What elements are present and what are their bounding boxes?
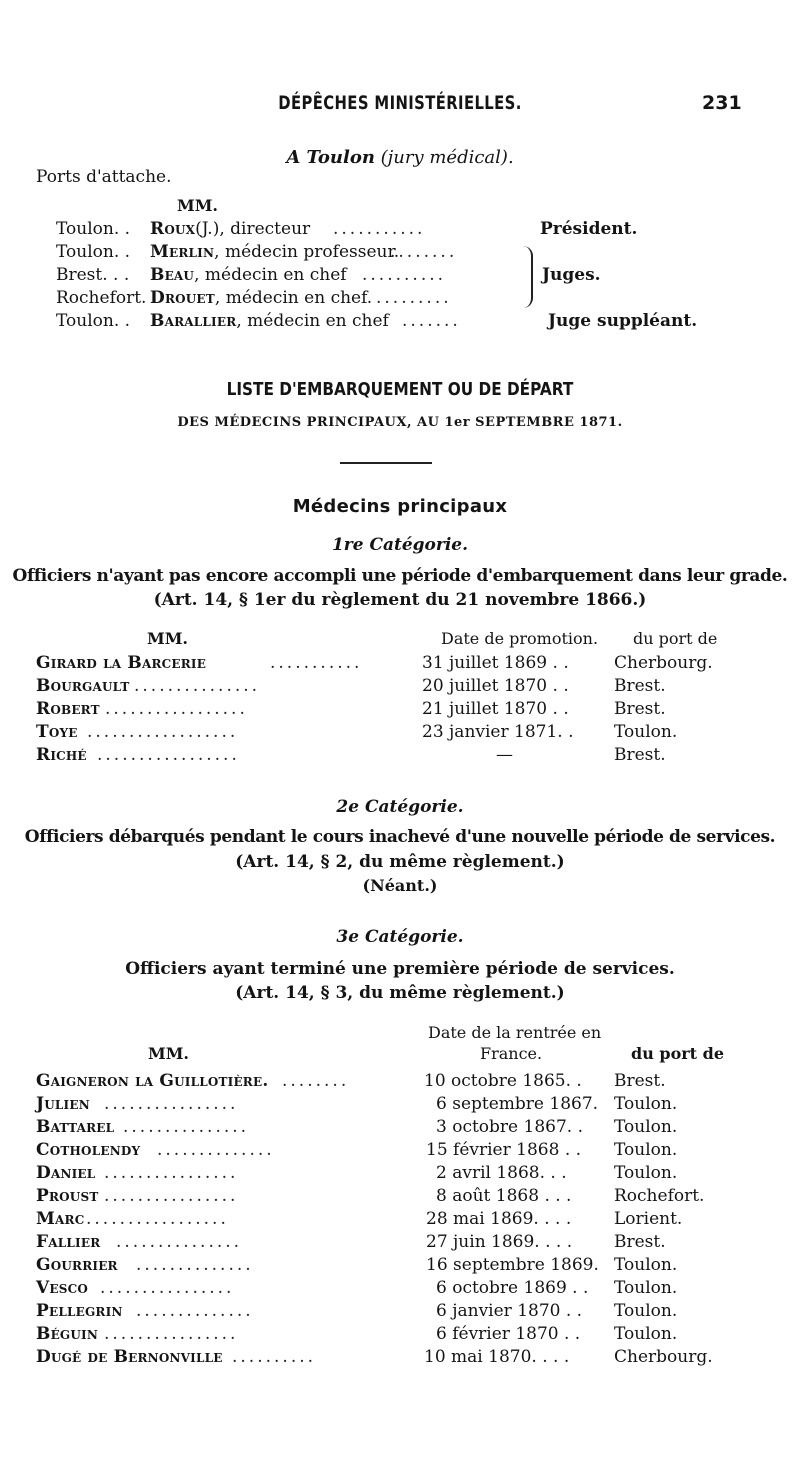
list-item: Battarel ............... 3 octobre 1867. . Toulon. [36, 1117, 678, 1137]
section-heading: Médecins principaux [292, 496, 508, 517]
jury-member: Merlin, médecin professeur. [150, 242, 400, 262]
cat1-title: 1re Catégorie. [331, 535, 469, 555]
cat1-article: (Art. 14, § 1er du règlement du 21 novembre 1866.) [153, 590, 647, 610]
cat3-title: 3e Catégorie. [336, 927, 464, 947]
running-head [0, 92, 800, 120]
jury-mm: MM. [177, 196, 218, 215]
list-item: Marc ................. 28 mai 1869. . . . Lorient. [36, 1209, 683, 1229]
list-item: Daniel ................ 2 avril 1868. . . Toulon. [36, 1163, 678, 1183]
cat1-col-mm: MM. [147, 629, 188, 648]
list-item: Julien ................ 6 septembre 1867. Toulon. [36, 1094, 678, 1114]
jury-dots: ....... [402, 311, 461, 331]
jury-member: Barallier, médecin en chef [150, 311, 389, 331]
jury-dots: ........... [333, 219, 426, 239]
jury-role: Président. [540, 219, 638, 239]
list-item: Béguin ................ 6 février 1870 . . Toulon. [36, 1324, 678, 1344]
list-item: Toye .................. 23 janvier 1871. . Toulon. [36, 722, 678, 742]
jury-heading [0, 147, 800, 168]
list-item: Riché ................. — Brest. [36, 745, 666, 765]
jury-row [0, 311, 800, 335]
cat2-neant: (Néant.) [362, 876, 438, 895]
cat2-title: 2e Catégorie. [336, 797, 464, 817]
list-item: Gourrier .............. 16 septembre 1869. Toulon. [36, 1255, 678, 1275]
jury-port: Toulon. . [56, 311, 131, 331]
list-subtitle: DES MÉDECINS PRINCIPAUX, AU 1er SEPTEMBRE 1871. [177, 415, 623, 430]
cat3-article: (Art. 14, § 3, du même règlement.) [235, 983, 565, 1003]
jury-member: Roux(J.), directeur [150, 219, 311, 239]
list-item: Girard la Barcerie ........... 31 juillet 1869 . . Cherbourg. [36, 653, 713, 673]
jury-row [0, 265, 800, 289]
jury-port: Rochefort. [56, 288, 147, 308]
list-item: Dugé de Bernonville .......... 10 mai 1870. . . . Cherbourg. [36, 1347, 713, 1367]
jury-port: Toulon. . [56, 219, 131, 239]
cat3-col-mm: MM. [148, 1044, 189, 1063]
cat3-col-date-line1: Date de la rentrée en [428, 1023, 602, 1042]
section-rule [340, 462, 432, 464]
juges-brace [523, 246, 533, 308]
cat3-col-date-line2: France. [480, 1044, 543, 1063]
page-number: 231 [702, 92, 742, 114]
page-title: DÉPÊCHES MINISTÉRIELLES. [278, 92, 522, 114]
cat2-article: (Art. 14, § 2, du même règlement.) [235, 852, 565, 872]
jury-row [0, 288, 800, 312]
list-item: Gaigneron la Guillotière. ........ 10 octobre 1865. . Brest. [36, 1071, 666, 1091]
list-item: Cotholendy .............. 15 février 1868 . . Toulon. [36, 1140, 678, 1160]
jury-dots: ........ [390, 242, 458, 262]
cat3-col-port: du port de [631, 1044, 725, 1063]
jury-dots: ......... [376, 288, 452, 308]
jury-member: Beau, médecin en chef [150, 265, 347, 285]
list-item: Vesco ................ 6 octobre 1869 . . Toulon. [36, 1278, 678, 1298]
cat1-col-port: du port de [633, 629, 718, 648]
list-title: LISTE D'EMBARQUEMENT OU DE DÉPART [226, 379, 574, 400]
jury-row [0, 219, 800, 243]
jury-title-paren: (jury médical). [380, 147, 514, 168]
jury-port: Toulon. . [56, 242, 131, 262]
cat1-col-date: Date de promotion. [441, 629, 599, 648]
jury-role: Juge suppléant. [548, 311, 698, 331]
list-item: Fallier ............... 27 juin 1869. . . . Brest. [36, 1232, 666, 1252]
jury-role: Juges. [542, 265, 601, 285]
cat2-description: Officiers débarqués pendant le cours inachevé d'une nouvelle période de services. [24, 827, 776, 847]
jury-member: Drouet, médecin en chef. [150, 288, 373, 308]
cat1-description: Officiers n'ayant pas encore accompli une période d'embarquement dans leur grade. [12, 566, 788, 586]
list-item: Bourgault ............... 20 juillet 1870 . . Brest. [36, 676, 666, 696]
list-item: Proust ................ 8 août 1868 . . . Rochefort. [36, 1186, 705, 1206]
list-item: Robert ................. 21 juillet 1870 . . Brest. [36, 699, 666, 719]
jury-row [0, 242, 800, 266]
jury-port: Brest. . . [56, 265, 130, 285]
jury-dots: .......... [362, 265, 447, 285]
list-item: Pellegrin .............. 6 janvier 1870 . . Toulon. [36, 1301, 678, 1321]
ports-attache-label: Ports d'attache. [36, 167, 172, 187]
jury-title-prefix: A Toulon [286, 147, 375, 168]
cat3-description: Officiers ayant terminé une première période de services. [125, 959, 675, 979]
